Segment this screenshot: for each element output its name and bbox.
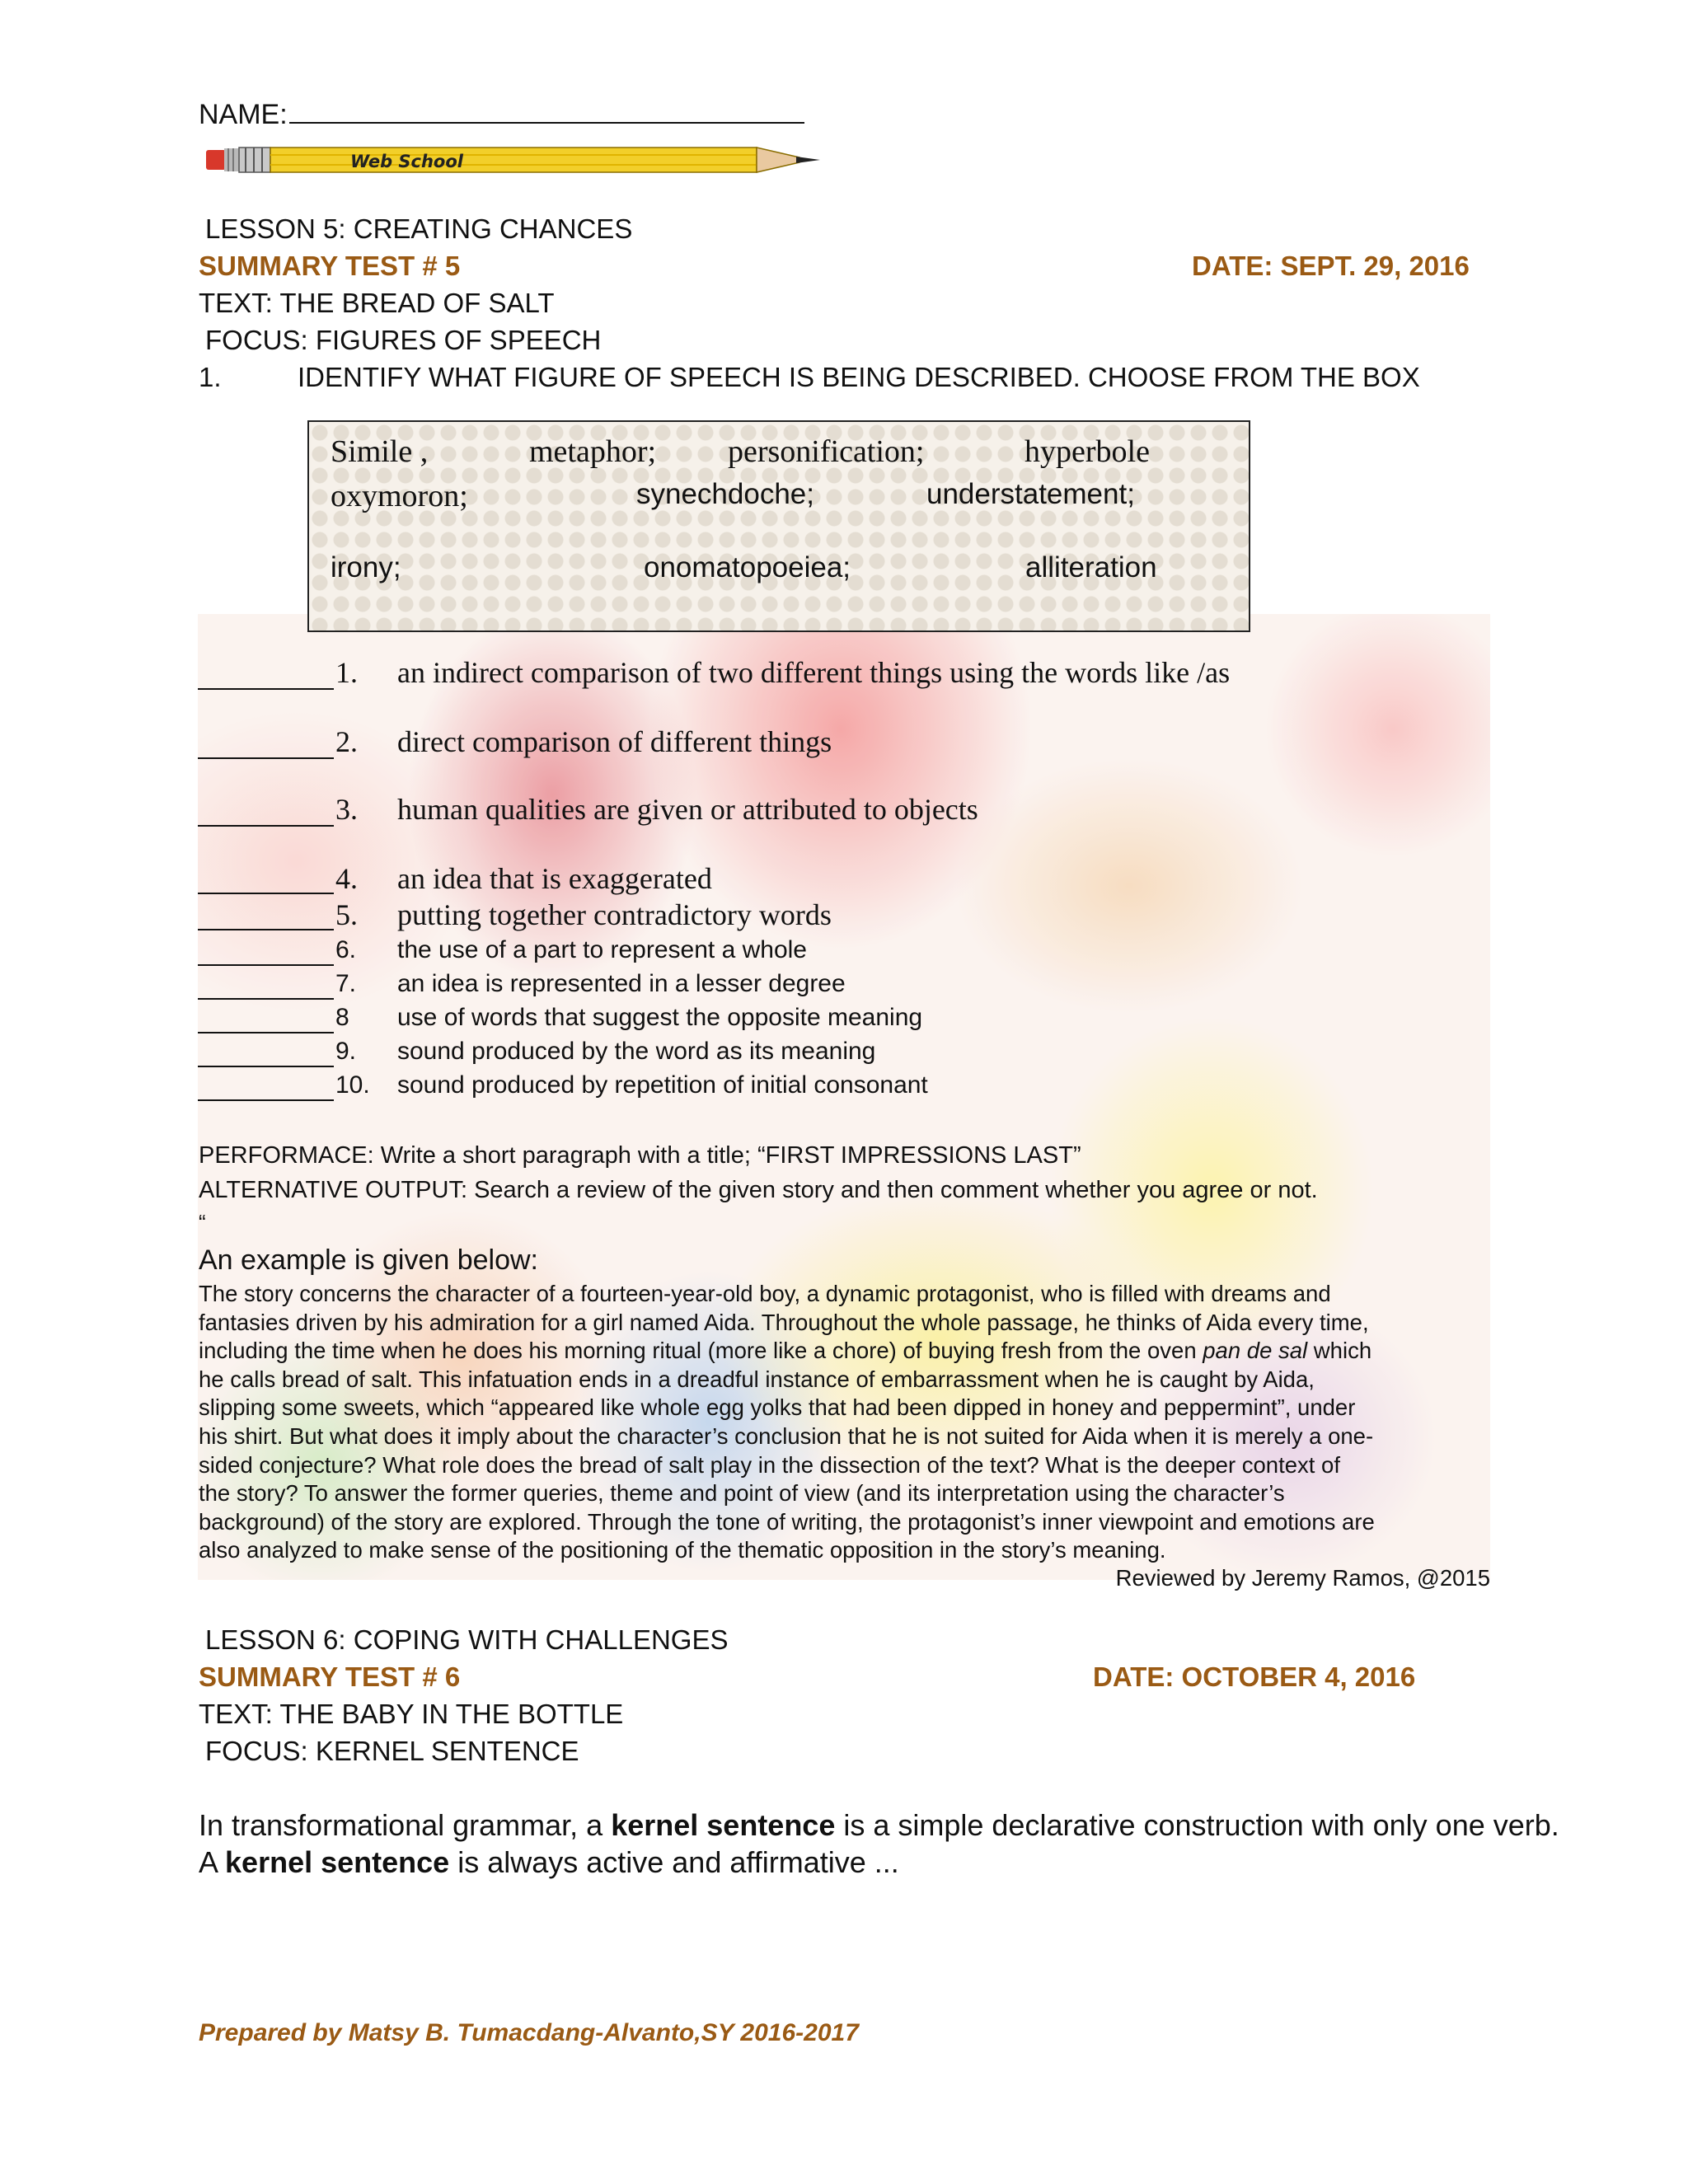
answer-blank[interactable] (198, 998, 334, 1000)
box-word-simile: Simile , (331, 434, 429, 469)
question-number: 8 (335, 1004, 349, 1031)
answer-blank[interactable] (198, 1099, 334, 1101)
essay-line: his shirt. But what does it imply about the character’s conclusion that he is not suited for Aida when it is merely a one- (199, 1422, 1374, 1449)
answer-blank[interactable] (198, 757, 334, 759)
essay-line: sided conjecture? What role does the bread of salt play in the dissection of the text? What is the deeper context of (199, 1451, 1340, 1478)
essay-line: fantasies driven by his admiration for a girl named Aida. Throughout the whole passage, he thinks of Aida every time, (199, 1309, 1369, 1335)
figures-of-speech-box (307, 420, 1250, 632)
kernel-text: In transformational grammar, a (199, 1808, 612, 1842)
answer-blank[interactable] (198, 929, 334, 930)
question-number: 9. (335, 1038, 357, 1065)
box-word-hyperbole: hyperbole (1025, 434, 1150, 469)
essay-line: slipping some sweets, which “appeared like whole egg yolks that had been dipped in honey and peppermint”, under (199, 1394, 1356, 1421)
box-word-onomatopoeia: onomatopoeiea; (644, 551, 851, 583)
instruction-text: IDENTIFY WHAT FIGURE OF SPEECH IS BEING DESCRIBED. CHOOSE FROM THE BOX (298, 362, 1420, 392)
box-word-personification: personification; (728, 434, 925, 469)
essay-line: The story concerns the character of a fourteen-year-old boy, a dynamic protagonist, who is filled with dreams and (199, 1281, 1331, 1306)
alternative-output: ALTERNATIVE OUTPUT: Search a review of the given story and then comment whether you agree or not. (199, 1177, 1318, 1203)
box-word-irony: irony; (331, 551, 401, 583)
kernel-definition-line1 (199, 1808, 1559, 1843)
question-text: human qualities are given or attributed to objects (397, 793, 978, 826)
box-word-metaphor: metaphor; (529, 434, 657, 469)
box-word-alliteration: alliteration (1025, 551, 1157, 583)
kernel-text: A (199, 1845, 226, 1879)
essay-line: also analyzed to make sense of the positioning of the thematic opposition in the story’s meaning. (199, 1537, 1166, 1563)
essay-line-tail: which (1307, 1338, 1372, 1364)
kernel-text: is always active and affirmative ... (449, 1845, 899, 1879)
question-number: 4. (335, 862, 358, 895)
lesson5-focus-line: FOCUS: FIGURES OF SPEECH (205, 325, 602, 355)
example-review-paragraph (199, 1280, 1491, 1565)
pencil-logo (206, 145, 820, 175)
lesson6-title: LESSON 6: COPING WITH CHALLENGES (205, 1624, 729, 1655)
question-number: 2. (335, 725, 358, 758)
prepared-by-footer: Prepared by Matsy B. Tumacdang-Alvanto,SY 2016-2017 (199, 2019, 859, 2046)
answer-blank[interactable] (198, 688, 334, 690)
pencil-label: Web School (350, 152, 463, 171)
stray-quote-mark: “ (199, 1210, 206, 1235)
lesson5-title: LESSON 5: CREATING CHANCES (205, 213, 633, 244)
essay-line: including the time when he does his morning ritual (more like a chore) of buying fresh from the oven (199, 1338, 1203, 1364)
kernel-term: kernel sentence (611, 1808, 836, 1842)
question-text: the use of a part to represent a whole (397, 936, 807, 963)
reviewer-credit: Reviewed by Jeremy Ramos, @2015 (1115, 1565, 1490, 1591)
answer-blank[interactable] (198, 1032, 334, 1033)
answer-blank[interactable] (198, 1066, 334, 1067)
kernel-term: kernel sentence (225, 1845, 450, 1879)
lesson6-test-title: SUMMARY TEST # 6 (199, 1661, 461, 1692)
answer-blank[interactable] (198, 964, 334, 966)
essay-line: he calls bread of salt. This infatuation ends in a dreadful instance of embarrassment when he is caught by Aida, (199, 1366, 1315, 1392)
kernel-definition-line2 (199, 1845, 899, 1880)
box-word-oxymoron: oxymoron; (331, 479, 468, 513)
question-text: an idea that is exaggerated (397, 862, 712, 895)
essay-italic-term: pan de sal (1203, 1338, 1308, 1364)
question-text: an indirect comparison of two different things using the words like /as (397, 656, 1231, 689)
question-text: an idea is represented in a lesser degree (397, 970, 846, 997)
box-word-synechdoche: synechdoche; (636, 478, 814, 510)
question-text: direct comparison of different things (397, 725, 832, 758)
question-number: 6. (335, 936, 357, 963)
question-text: sound produced by the word as its meaning (397, 1038, 876, 1065)
box-word-understatement: understatement; (926, 478, 1135, 510)
lesson6-focus-line: FOCUS: KERNEL SENTENCE (205, 1736, 579, 1766)
question-number: 7. (335, 970, 357, 997)
name-label: NAME: (199, 99, 804, 131)
question-number: 1. (335, 656, 358, 689)
question-text: sound produced by repetition of initial consonant (397, 1071, 928, 1099)
essay-line: background) of the story are explored. Through the tone of writing, the protagonist’s inner viewpoint and emotions are (199, 1508, 1375, 1535)
answer-blank[interactable] (198, 825, 334, 827)
question-number: 3. (335, 793, 358, 826)
lesson5-text-line: TEXT: THE BREAD OF SALT (199, 288, 555, 318)
kernel-text: is a simple declarative construction with only one verb. (835, 1808, 1559, 1842)
lesson6-text-line: TEXT: THE BABY IN THE BOTTLE (199, 1699, 624, 1729)
essay-line-with-italic (199, 1337, 1491, 1366)
lesson5-test-title: SUMMARY TEST # 5 (199, 251, 461, 281)
instruction-number: 1. (199, 362, 222, 392)
question-text: use of words that suggest the opposite meaning (397, 1004, 923, 1031)
example-heading: An example is given below: (199, 1244, 539, 1276)
question-text: putting together contradictory words (397, 898, 832, 931)
name-blank-line (289, 122, 804, 124)
lesson5-date: DATE: SEPT. 29, 2016 (1192, 251, 1470, 281)
question-number: 10. (335, 1071, 370, 1099)
question-number: 5. (335, 898, 358, 931)
answer-blank[interactable] (198, 893, 334, 894)
performance-task: PERFORMACE: Write a short paragraph with a title; “FIRST IMPRESSIONS LAST” (199, 1142, 1081, 1169)
lesson6-date: DATE: OCTOBER 4, 2016 (1093, 1661, 1416, 1692)
essay-line: the story? To answer the former queries, theme and point of view (and its interpretation using the character’s (199, 1480, 1285, 1507)
